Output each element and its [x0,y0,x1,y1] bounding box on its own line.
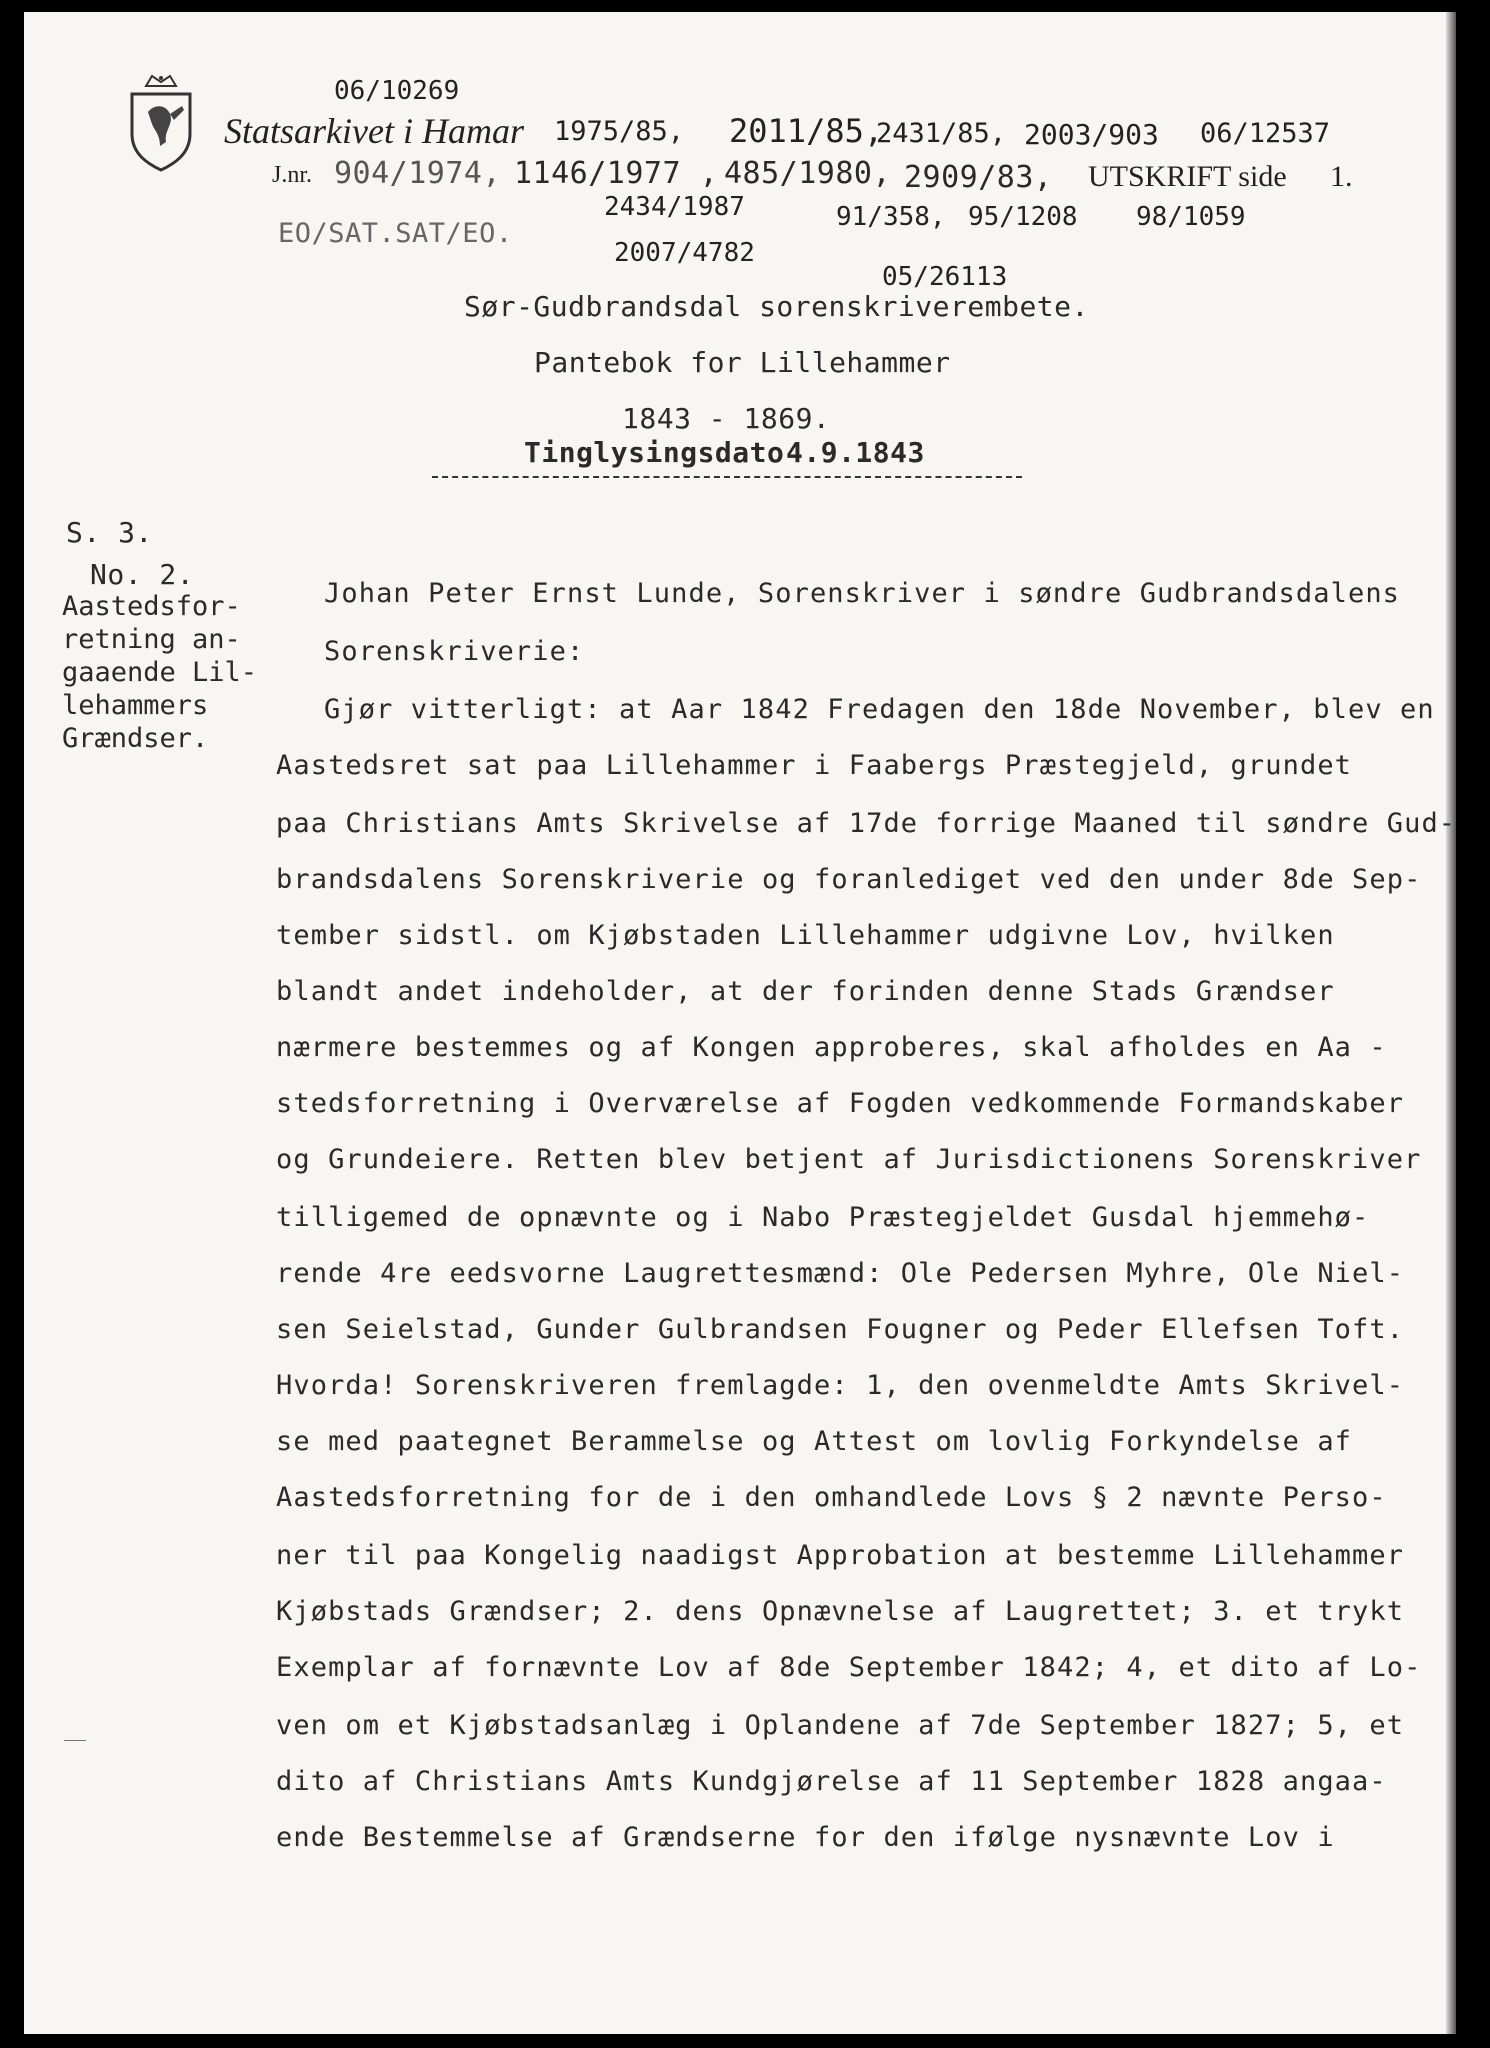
body-line: Gjør vitterligt: at Aar 1842 Fredagen den 18de November, blev en [324,694,1435,725]
ref-number: 98/1059 [1136,202,1246,232]
registration-date-label: Tinglysingsdato [524,436,785,469]
registration-date-value: 4.9.1843 [786,436,925,469]
margin-note-line: lehammers [62,690,209,721]
body-line: Hvorda! Sorenskriveren fremlagde: 1, den ovenmeldte Amts Skrivel- [276,1370,1405,1401]
body-line: ven om et Kjøbstadsanlæg i Oplandene af 7de September 1827; 5, et [276,1710,1405,1741]
archive-ref-top: 06/10269 [334,76,460,106]
body-line: Johan Peter Ernst Lunde, Sorenskriver i søndre Gudbrandsdalens [324,578,1401,609]
entry-number: No. 2. [90,558,195,591]
jnr-value: 2909/83, [904,160,1053,195]
body-line: dito af Christians Amts Kundgjørelse af 11 September 1828 angaa- [276,1766,1387,1797]
body-line: tember sidstl. om Kjøbstaden Lillehammer udgivne Lov, hvilken [276,920,1335,951]
jnr-value: 485/1980, [724,156,892,191]
body-line: Aastedsforretning for de i den omhandlede Lovs § 2 nævnte Perso- [276,1482,1387,1513]
margin-note-line: Aastedsfor- [62,591,241,622]
ref-number: 2003/903 [1024,118,1159,151]
jnr-value: 1146/1977 , [514,156,719,191]
page-edge [1446,12,1456,2034]
office-title: Sør-Gudbrandsdal sorenskriverembete. [464,290,1089,323]
body-line: sen Seielstad, Gunder Gulbrandsen Fougner og Peder Ellefsen Toft. [276,1314,1405,1345]
margin-note-line: Grændser. [62,723,209,754]
body-line: Aastedsret sat paa Lillehammer i Faabergs Præstegjeld, grundet [276,750,1353,781]
ref-number: 1975/85, [554,116,685,147]
title-underline [432,476,1022,478]
ref-number: 2007/4782 [614,238,755,268]
ref-number: 2431/85, [876,118,1007,149]
margin-note-line: gaaende Lil- [62,657,258,688]
body-line: rende 4re eedsvorne Laugrettesmænd: Ole Pedersen Myhre, Ole Niel- [276,1258,1405,1289]
page-number: 1. [1330,160,1353,193]
margin-note [62,590,257,755]
ref-number: 05/26113 [882,262,1008,292]
jnr-value: 904/1974, [334,156,502,191]
ref-number: 2434/1987 [604,192,745,222]
body-line: ner til paa Kongelig naadigst Approbation at bestemme Lillehammer [276,1540,1405,1571]
body-line: brandsdalens Sorenskriverie og foranlediget ved den under 8de Sep- [276,864,1422,895]
margin-tick [64,1740,86,1741]
body-line: og Grundeiere. Retten blev betjent af Jurisdictionens Sorenskriver [276,1144,1422,1175]
margin-note-line: retning an- [62,624,241,655]
year-range: 1843 - 1869. [622,402,831,435]
section-marker: S. 3. [66,516,153,549]
ref-number: 06/12537 [1200,118,1331,149]
coat-of-arms-icon [126,72,196,172]
body-line: paa Christians Amts Skrivelse af 17de forrige Maaned til søndre Gud- [276,808,1456,839]
body-line: Exemplar af fornævnte Lov af 8de September 1842; 4, et dito af Lo- [276,1652,1422,1683]
body-line: tilligemed de opnævnte og i Nabo Præstegjeldet Gusdal hjemmehø- [276,1202,1370,1233]
body-line: nærmere bestemmes og af Kongen approberes, skal afholdes en Aa - [276,1032,1387,1063]
body-line: stedsforretning i Overværelse af Fogden vedkommende Formandskaber [276,1088,1405,1119]
archive-name: Statsarkivet i Hamar [224,111,524,151]
ref-number: 91/358, [836,202,946,232]
document-page [24,12,1456,2034]
series-code: EO/SAT.SAT/EO. [278,218,513,249]
body-line: ende Bestemmelse af Grændserne for den ifølge nysnævnte Lov i [276,1822,1335,1853]
extract-label: UTSKRIFT side [1088,160,1287,193]
ref-number: 95/1208 [968,202,1078,232]
body-line: Kjøbstads Grændser; 2. dens Opnævnelse af Laugrettet; 3. et trykt [276,1596,1405,1627]
book-title: Pantebok for Lillehammer [534,346,951,379]
body-line: Sorenskriverie: [324,636,585,667]
ref-number: 2011/85, [729,112,884,150]
jnr-label: J.nr. [272,162,313,188]
body-line: se med paategnet Berammelse og Attest om lovlig Forkyndelse af [276,1426,1353,1457]
body-line: blandt andet indeholder, at der forinden denne Stads Grændser [276,976,1335,1007]
